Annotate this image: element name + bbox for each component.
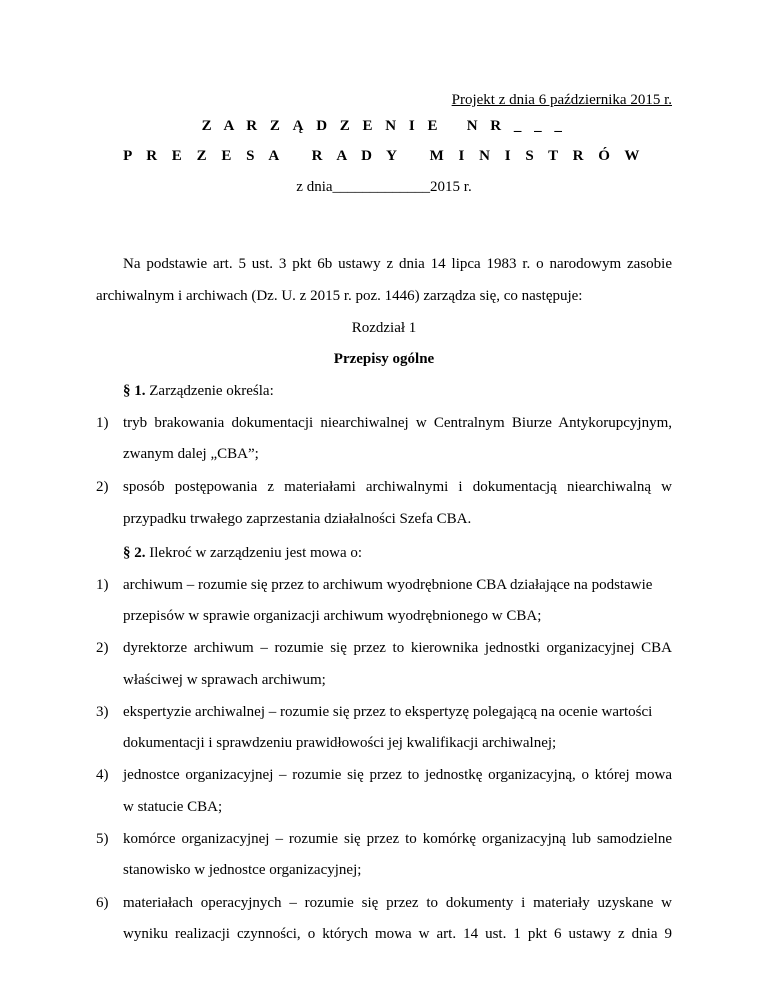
list-item-line: jednostce organizacyjnej – rozumie się przez to jednostkę organizacyjną, o której mowa [123, 767, 672, 783]
list-item-line: dyrektorze archiwum – rozumie się przez to kierownika jednostki organizacyjnej CBA [123, 640, 672, 656]
list-item-line: przepisów w sprawie organizacji archiwum wyodrębnionego w CBA; [123, 608, 542, 624]
list-item-line: komórce organizacyjnej – rozumie się przez to komórkę organizacyjną lub samodzielne [123, 831, 672, 847]
list-item-number: 3) [96, 704, 109, 720]
list-item-line: w statucie CBA; [123, 799, 223, 815]
chapter-label: Rozdział 1 [351, 320, 417, 336]
list-item-number: 1) [96, 577, 109, 593]
list-item-line: stanowisko w jednostce organizacyjnej; [123, 862, 362, 878]
date-line: z dnia_____________2015 r. [296, 179, 472, 195]
issuer-title: P R E Z E S A R A D Y M I N I S T R Ó W [123, 148, 645, 164]
list-item-number: 6) [96, 895, 109, 911]
list-item-number: 4) [96, 767, 109, 783]
list-item-number: 5) [96, 831, 109, 847]
list-item-line: sposób postępowania z materiałami archiwalnymi i dokumentacją niearchiwalną w [123, 479, 672, 495]
list-item-number: 1) [96, 415, 109, 431]
section-1-mark: § 1. [123, 383, 146, 399]
list-item-number: 2) [96, 640, 109, 656]
project-date-note: Projekt z dnia 6 października 2015 r. [451, 92, 672, 108]
list-item-line: archiwum – rozumie się przez to archiwum wyodrębnione CBA działające na podstawie [123, 577, 653, 593]
list-item-line: wyniku realizacji czynności, o których mowa w art. 14 ust. 1 pkt 6 ustawy z dnia 9 [123, 926, 672, 942]
section-2-lead-text: Ilekroć w zarządzeniu jest mowa o: [145, 545, 363, 561]
intro-line-2: archiwalnym i archiwach (Dz. U. z 2015 r. poz. 1446) zarządza się, co następuje: [96, 288, 583, 304]
list-item-line: materiałach operacyjnych – rozumie się przez to dokumenty i materiały uzyskane w [123, 895, 672, 911]
section-1-lead-text: Zarządzenie określa: [145, 383, 274, 399]
document-title: Z A R Z Ą D Z E N I E N R _ _ _ [201, 118, 567, 134]
section-2-mark: § 2. [123, 545, 146, 561]
list-item-line: zwanym dalej „CBA”; [123, 446, 259, 462]
intro-line-1: Na podstawie art. 5 ust. 3 pkt 6b ustawy z dnia 14 lipca 1983 r. o narodowym zasobie [123, 256, 672, 272]
list-item-line: przypadku trwałego zaprzestania działalności Szefa CBA. [123, 511, 472, 527]
list-item-line: właściwej w sprawach archiwum; [123, 672, 326, 688]
section-2-lead [123, 545, 362, 562]
list-item-number: 2) [96, 479, 109, 495]
list-item-line: tryb brakowania dokumentacji niearchiwalnej w Centralnym Biurze Antykorupcyjnym, [123, 415, 672, 431]
list-item-line: ekspertyzie archiwalnej – rozumie się przez to ekspertyzę polegającą na ocenie wartości [123, 704, 653, 720]
list-item-line: dokumentacji i sprawdzeniu prawidłowości jej kwalifikacji archiwalnej; [123, 735, 557, 751]
section-1-lead [123, 383, 274, 400]
chapter-title: Przepisy ogólne [333, 351, 435, 367]
